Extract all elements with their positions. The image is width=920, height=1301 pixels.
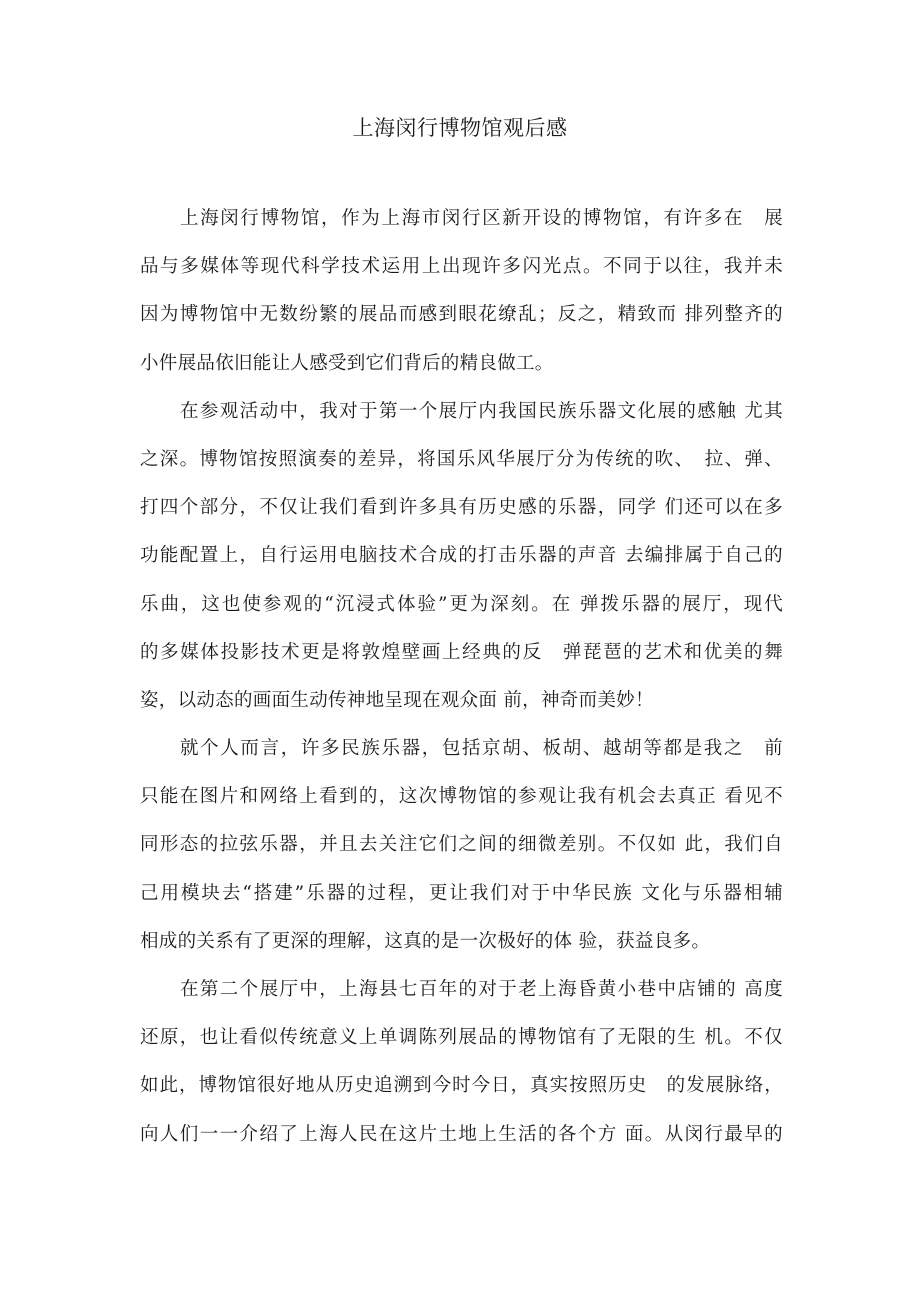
- paragraph-1-line-3: 因为博物馆中无数纷繁的展品而感到眼花缭乱；反之，精致而 排列整齐的: [140, 304, 783, 326]
- paragraph-3-line-2: 只能在图片和网络上看到的，这次博物馆的参观让我有机会去真正 看见不: [140, 786, 783, 808]
- document-body: [140, 204, 783, 1168]
- paragraph-1-line-2: 品与多媒体等现代科学技术运用上出现许多闪光点。不同于以往，我并未: [140, 256, 783, 278]
- paragraph-3-line-4: 己用模块去“搭建”乐器的过程，更让我们对于中华民族 文化与乐器相辅: [140, 882, 783, 904]
- paragraph-4-line-3: 如此，博物馆很好地从历史追溯到今时今日，真实按照历史 的发展脉络，: [140, 1075, 783, 1097]
- paragraph-4-line-2: 还原，也让看似传统意义上单调陈列展品的博物馆有了无限的生 机。不仅: [140, 1027, 783, 1049]
- document-title: 上海闵行博物馆观后感: [352, 116, 568, 140]
- paragraph-2-line-6: 的多媒体投影技术更是将敦煌壁画上经典的反 弹琵琶的艺术和优美的舞: [140, 641, 783, 663]
- paragraph-2-line-4: 功能配置上，自行运用电脑技术合成的打击乐器的声音 去编排属于自己的: [140, 545, 783, 567]
- paragraph-1-line-1: 上海闵行博物馆，作为上海市闵行区新开设的博物馆，有许多在 展: [180, 208, 783, 229]
- paragraph-4-line-4: 向人们一一介绍了上海人民在这片土地上生活的各个方 面。从闵行最早的: [140, 1123, 783, 1145]
- paragraph-2-line-2: 之深。博物馆按照演奏的差异，将国乐风华展厅分为传统的吹、 拉、弹、: [140, 448, 783, 470]
- paragraph-2-line-5: 乐曲，这也使参观的“沉浸式体验”更为深刻。在 弹拨乐器的展厅，现代: [140, 593, 783, 615]
- paragraph-3-line-5: 相成的关系有了更深的理解，这真的是一次极好的体 验，获益良多。: [140, 930, 711, 952]
- paragraph-2-line-3: 打四个部分，不仅让我们看到许多具有历史感的乐器，同学 们还可以在多: [140, 497, 783, 519]
- paragraph-2-line-1: 在参观活动中，我对于第一个展厅内我国民族乐器文化展的感触 尤其: [180, 400, 783, 422]
- paragraph-3-line-1: 就个人而言，许多民族乐器，包括京胡、板胡、越胡等都是我之 前: [180, 738, 783, 760]
- paragraph-1-line-4: 小件展品依旧能让人感受到它们背后的精良做工。: [140, 352, 554, 374]
- paragraph-4-line-1: 在第二个展厅中，上海县七百年的对于老上海昏黄小巷中店铺的 高度: [180, 979, 783, 1000]
- paragraph-2-line-7: 姿，以动态的画面生动传神地呈现在观众面 前，神奇而美妙！: [140, 689, 654, 711]
- paragraph-3-line-3: 同形态的拉弦乐器，并且去关注它们之间的细微差别。不仅如 此，我们自: [140, 834, 783, 856]
